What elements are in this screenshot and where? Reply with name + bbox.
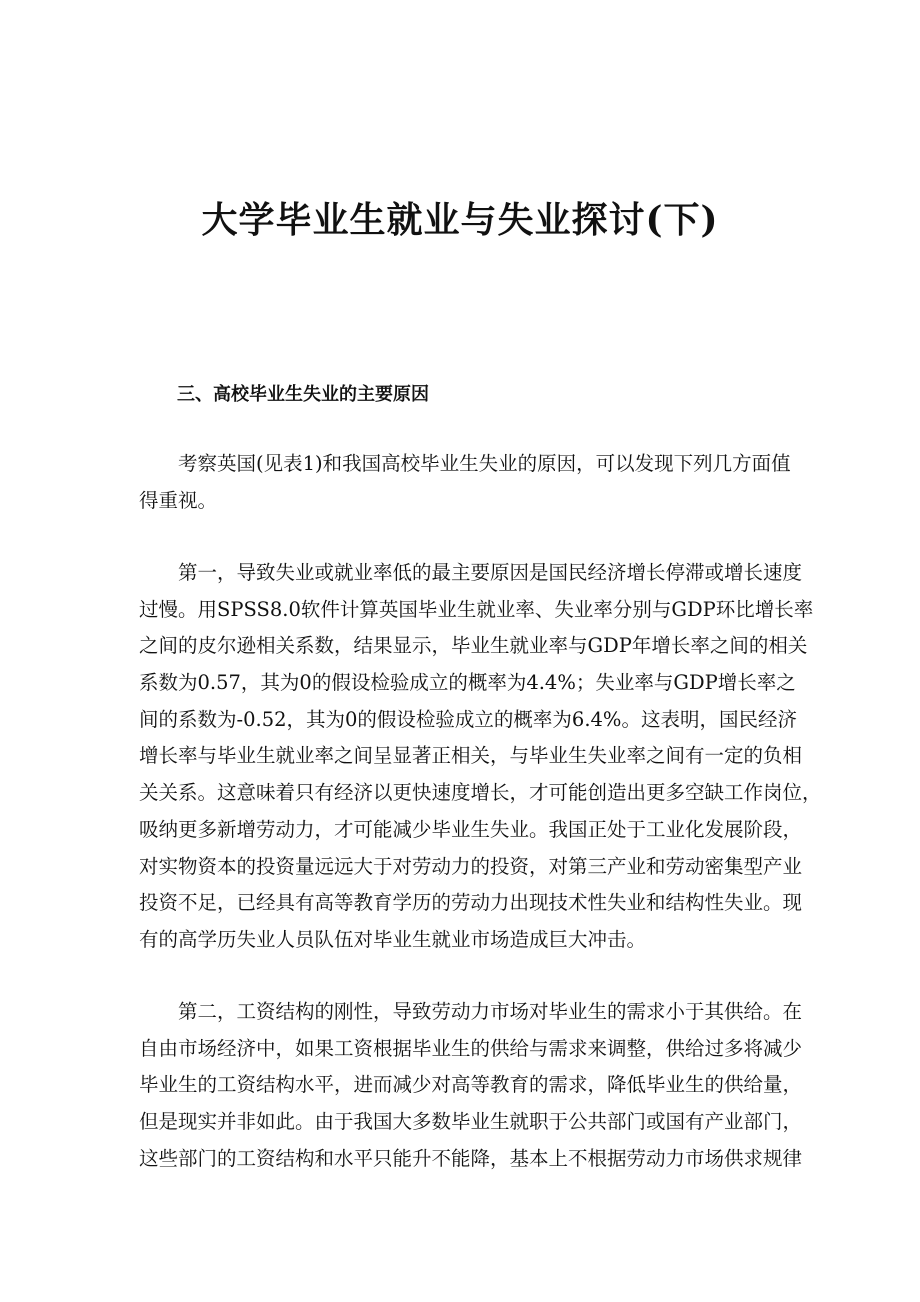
text-line: 过慢。用SPSS8.0软件计算英国毕业生就业率、失业率分别与GDP环比增长率 [139, 597, 814, 621]
text-line: 第一，导致失业或就业率低的最主要原因是国民经济增长停滞或增长速度 [178, 561, 803, 584]
text-line: 自由市场经济中，如果工资根据毕业生的供给与需求来调整，供给过多将减少 [139, 1036, 803, 1060]
text-line: 之间的皮尔逊相关系数，结果显示，毕业生就业率与GDP年增长率之间的相关 [139, 634, 808, 658]
text-line: 得重视。 [139, 488, 218, 512]
text-line: 但是现实并非如此。由于我国大多数毕业生就职于公共部门或国有产业部门， [139, 1110, 803, 1134]
text-line: 系数为0.57，其为0的假设检验成立的概率为4.4%；失业率与GDP增长率之 [139, 671, 796, 695]
paragraph-first-reason [139, 555, 822, 959]
text-line: 考察英国(见表1)和我国高校毕业生失业的原因，可以发现下列几方面值 [178, 452, 791, 475]
paragraph-intro [139, 446, 791, 519]
text-line: 对实物资本的投资量远远大于对劳动力的投资，对第三产业和劳动密集型产业 [139, 854, 803, 878]
text-line: 投资不足，已经具有高等教育学历的劳动力出现技术性失业和结构性失业。现 [139, 891, 803, 915]
text-line: 有的高学历失业人员队伍对毕业生就业市场造成巨大冲击。 [139, 927, 647, 951]
text-line: 间的系数为-0.52，其为0的假设检验成立的概率为6.4%。这表明，国民经济 [139, 707, 797, 731]
text-line: 毕业生的工资结构水平，进而减少对高等教育的需求，降低毕业生的供给量， [139, 1073, 803, 1097]
document-title: 大学毕业生就业与失业探讨(下) [201, 199, 719, 241]
paragraph-second-reason [139, 994, 803, 1177]
section-heading: 三、高校毕业生失业的主要原因 [177, 384, 429, 405]
text-line: 吸纳更多新增劳动力，才可能减少毕业生失业。我国正处于工业化发展阶段， [139, 817, 803, 841]
text-line: 增长率与毕业生就业率之间呈显著正相关，与毕业生失业率之间有一定的负相 [139, 744, 803, 768]
text-line: 第二，工资结构的刚性，导致劳动力市场对毕业生的需求小于其供给。在 [178, 1000, 803, 1023]
text-line: 关关系。这意味着只有经济以更快速度增长，才可能创造出更多空缺工作岗位， [139, 781, 822, 805]
text-line: 这些部门的工资结构和水平只能升不能降，基本上不根据劳动力市场供求规律 [139, 1146, 803, 1170]
